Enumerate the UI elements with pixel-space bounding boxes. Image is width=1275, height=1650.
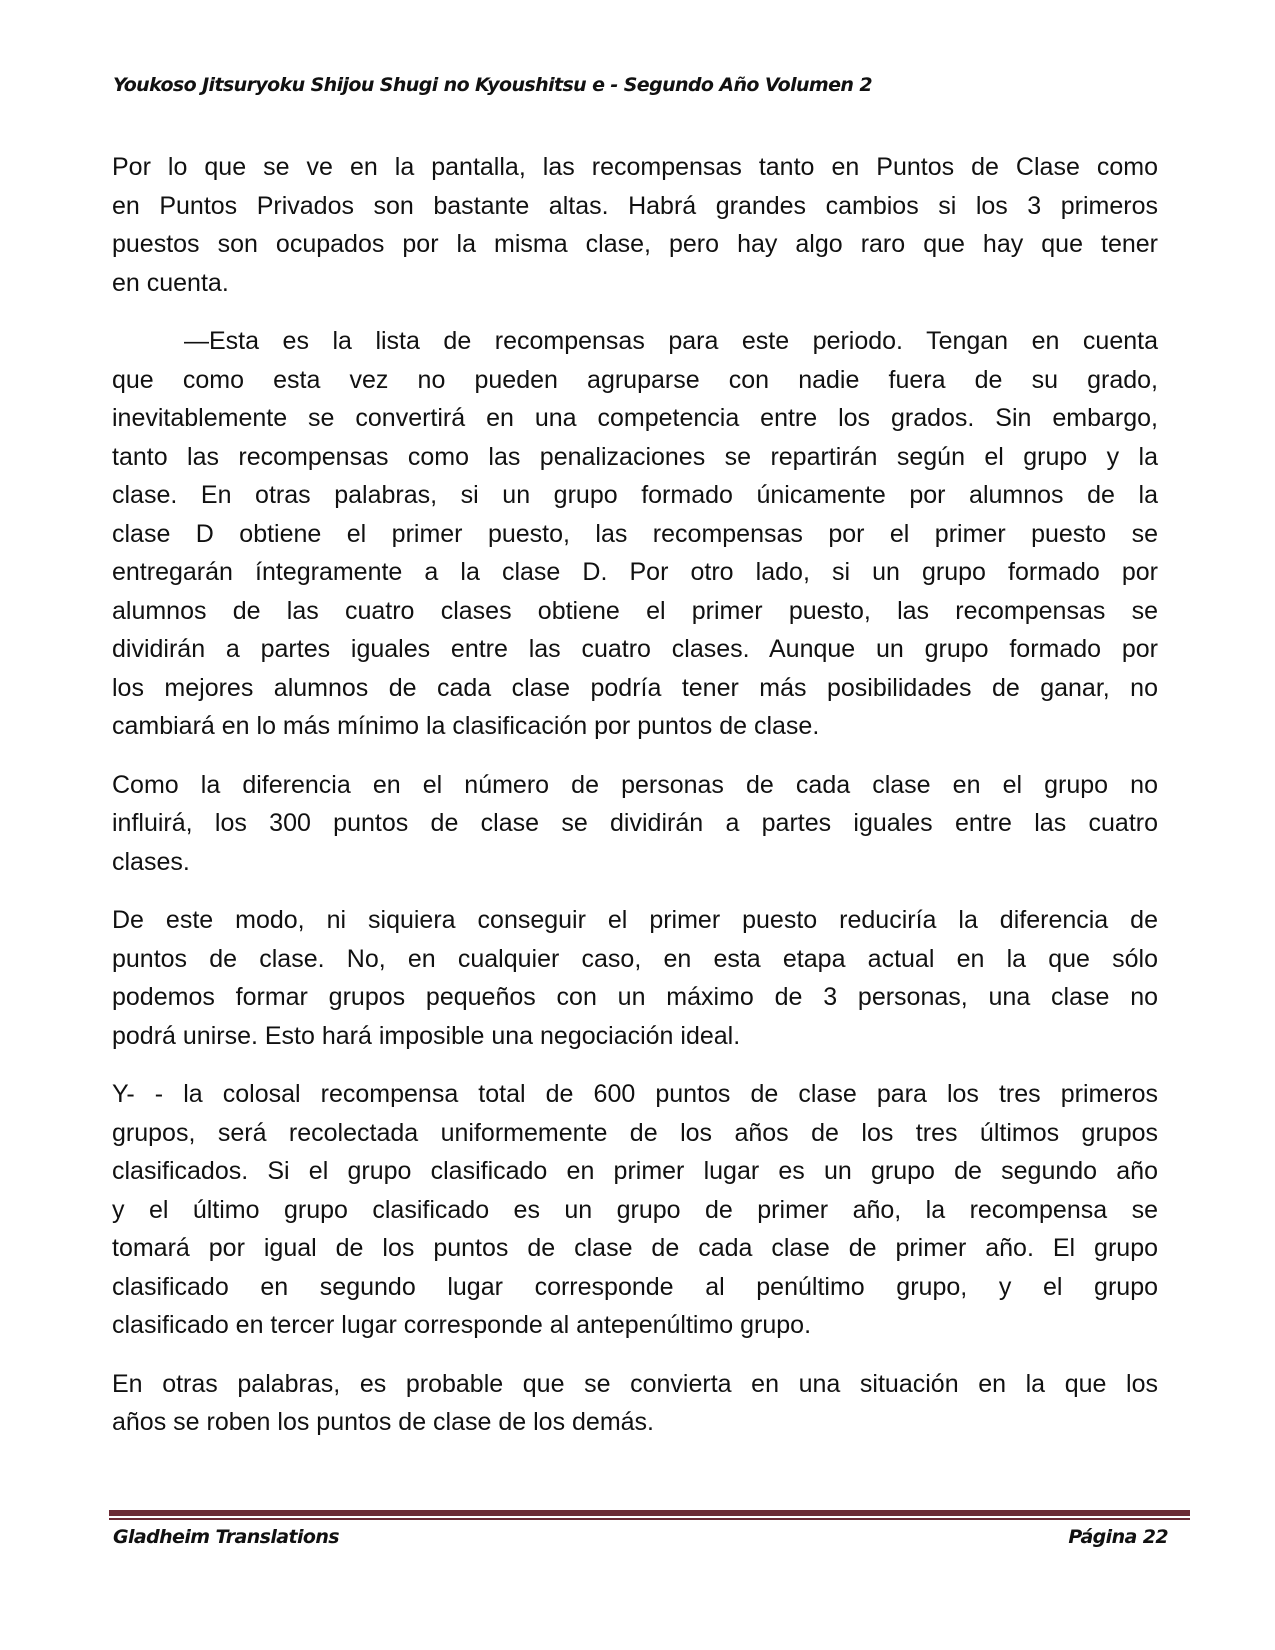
text-line: entregarán íntegramente a la clase D. Por otro lado, si un grupo formado por (112, 558, 1158, 586)
text-line: cambiará en lo más mínimo la clasificación por puntos de clase. (112, 712, 820, 740)
text-line: De este modo, ni siquiera conseguir el primer puesto reduciría la diferencia de (112, 906, 1158, 934)
text-line: tomará por igual de los puntos de clase de cada clase de primer año. El grupo (112, 1234, 1158, 1262)
paragraph (112, 322, 1158, 746)
text-line: —Esta es la lista de recompensas para este periodo. Tengan en cuenta (184, 327, 1158, 355)
text-line: Por lo que se ve en la pantalla, las recompensas tanto en Puntos de Clase como (112, 153, 1158, 181)
text-line: que como esta vez no pueden agruparse con nadie fuera de su grado, (112, 365, 1158, 394)
text-line: podemos formar grupos pequeños con un máximo de 3 personas, una clase no (112, 983, 1158, 1011)
text-line: los mejores alumnos de cada clase podría tener más posibilidades de ganar, no (112, 673, 1158, 702)
text-line: podrá unirse. Esto hará imposible una negociación ideal. (112, 1021, 741, 1050)
text-line: grupos, será recolectada uniformemente de los años de los tres últimos grupos (112, 1118, 1158, 1147)
text-line: años se roben los puntos de clase de los demás. (112, 1408, 655, 1436)
paragraph (112, 766, 1158, 882)
footer-rule (109, 1510, 1190, 1516)
body-text (112, 148, 1158, 1462)
text-line: Y- - la colosal recompensa total de 600 puntos de clase para los tres primeros (112, 1080, 1158, 1108)
text-line: puntos de clase. No, en cualquier caso, en esta etapa actual en la que sólo (112, 944, 1158, 973)
text-line: clase. En otras palabras, si un grupo formado únicamente por alumnos de la (112, 481, 1158, 509)
paragraph (112, 901, 1158, 1055)
running-header: Youkoso Jitsuryoku Shijou Shugi no Kyoushitsu e - Segundo Año Volumen 2 (113, 74, 872, 96)
text-line: alumnos de las cuatro clases obtiene el primer puesto, las recompensas se (112, 596, 1158, 625)
text-line: clasificados. Si el grupo clasificado en primer lugar es un grupo de segundo año (112, 1157, 1158, 1185)
text-line: Como la diferencia en el número de personas de cada clase en el grupo no (112, 770, 1158, 799)
paragraph (112, 1075, 1158, 1345)
paragraph (112, 1365, 1158, 1442)
text-line: tanto las recompensas como las penalizaciones se repartirán según el grupo y la (112, 442, 1158, 471)
text-line: en cuenta. (112, 268, 229, 297)
text-line: clases. (112, 847, 190, 876)
text-line: puestos son ocupados por la misma clase, pero hay algo raro que hay que tener (112, 230, 1158, 258)
text-line: inevitablemente se convertirá en una competencia entre los grados. Sin embargo, (112, 404, 1158, 432)
page-number: Página 22 (1068, 1526, 1168, 1548)
text-line: En otras palabras, es probable que se convierta en una situación en la que los (112, 1369, 1158, 1398)
text-line: clasificado en segundo lugar corresponde al penúltimo grupo, y el grupo (112, 1272, 1158, 1301)
text-line: dividirán a partes iguales entre las cuatro clases. Aunque un grupo formado por (112, 635, 1158, 663)
text-line: y el último grupo clasificado es un grupo de primer año, la recompensa se (112, 1195, 1158, 1224)
text-line: clase D obtiene el primer puesto, las recompensas por el primer puesto se (112, 519, 1158, 548)
text-line: en Puntos Privados son bastante altas. Habrá grandes cambios si los 3 primeros (112, 191, 1158, 220)
text-line: influirá, los 300 puntos de clase se dividirán a partes iguales entre las cuatro (112, 809, 1158, 837)
footer-credit: Gladheim Translations (113, 1526, 339, 1548)
paragraph (112, 148, 1158, 302)
footer-rule-thin (109, 1518, 1190, 1520)
text-line: clasificado en tercer lugar corresponde al antepenúltimo grupo. (112, 1311, 812, 1339)
